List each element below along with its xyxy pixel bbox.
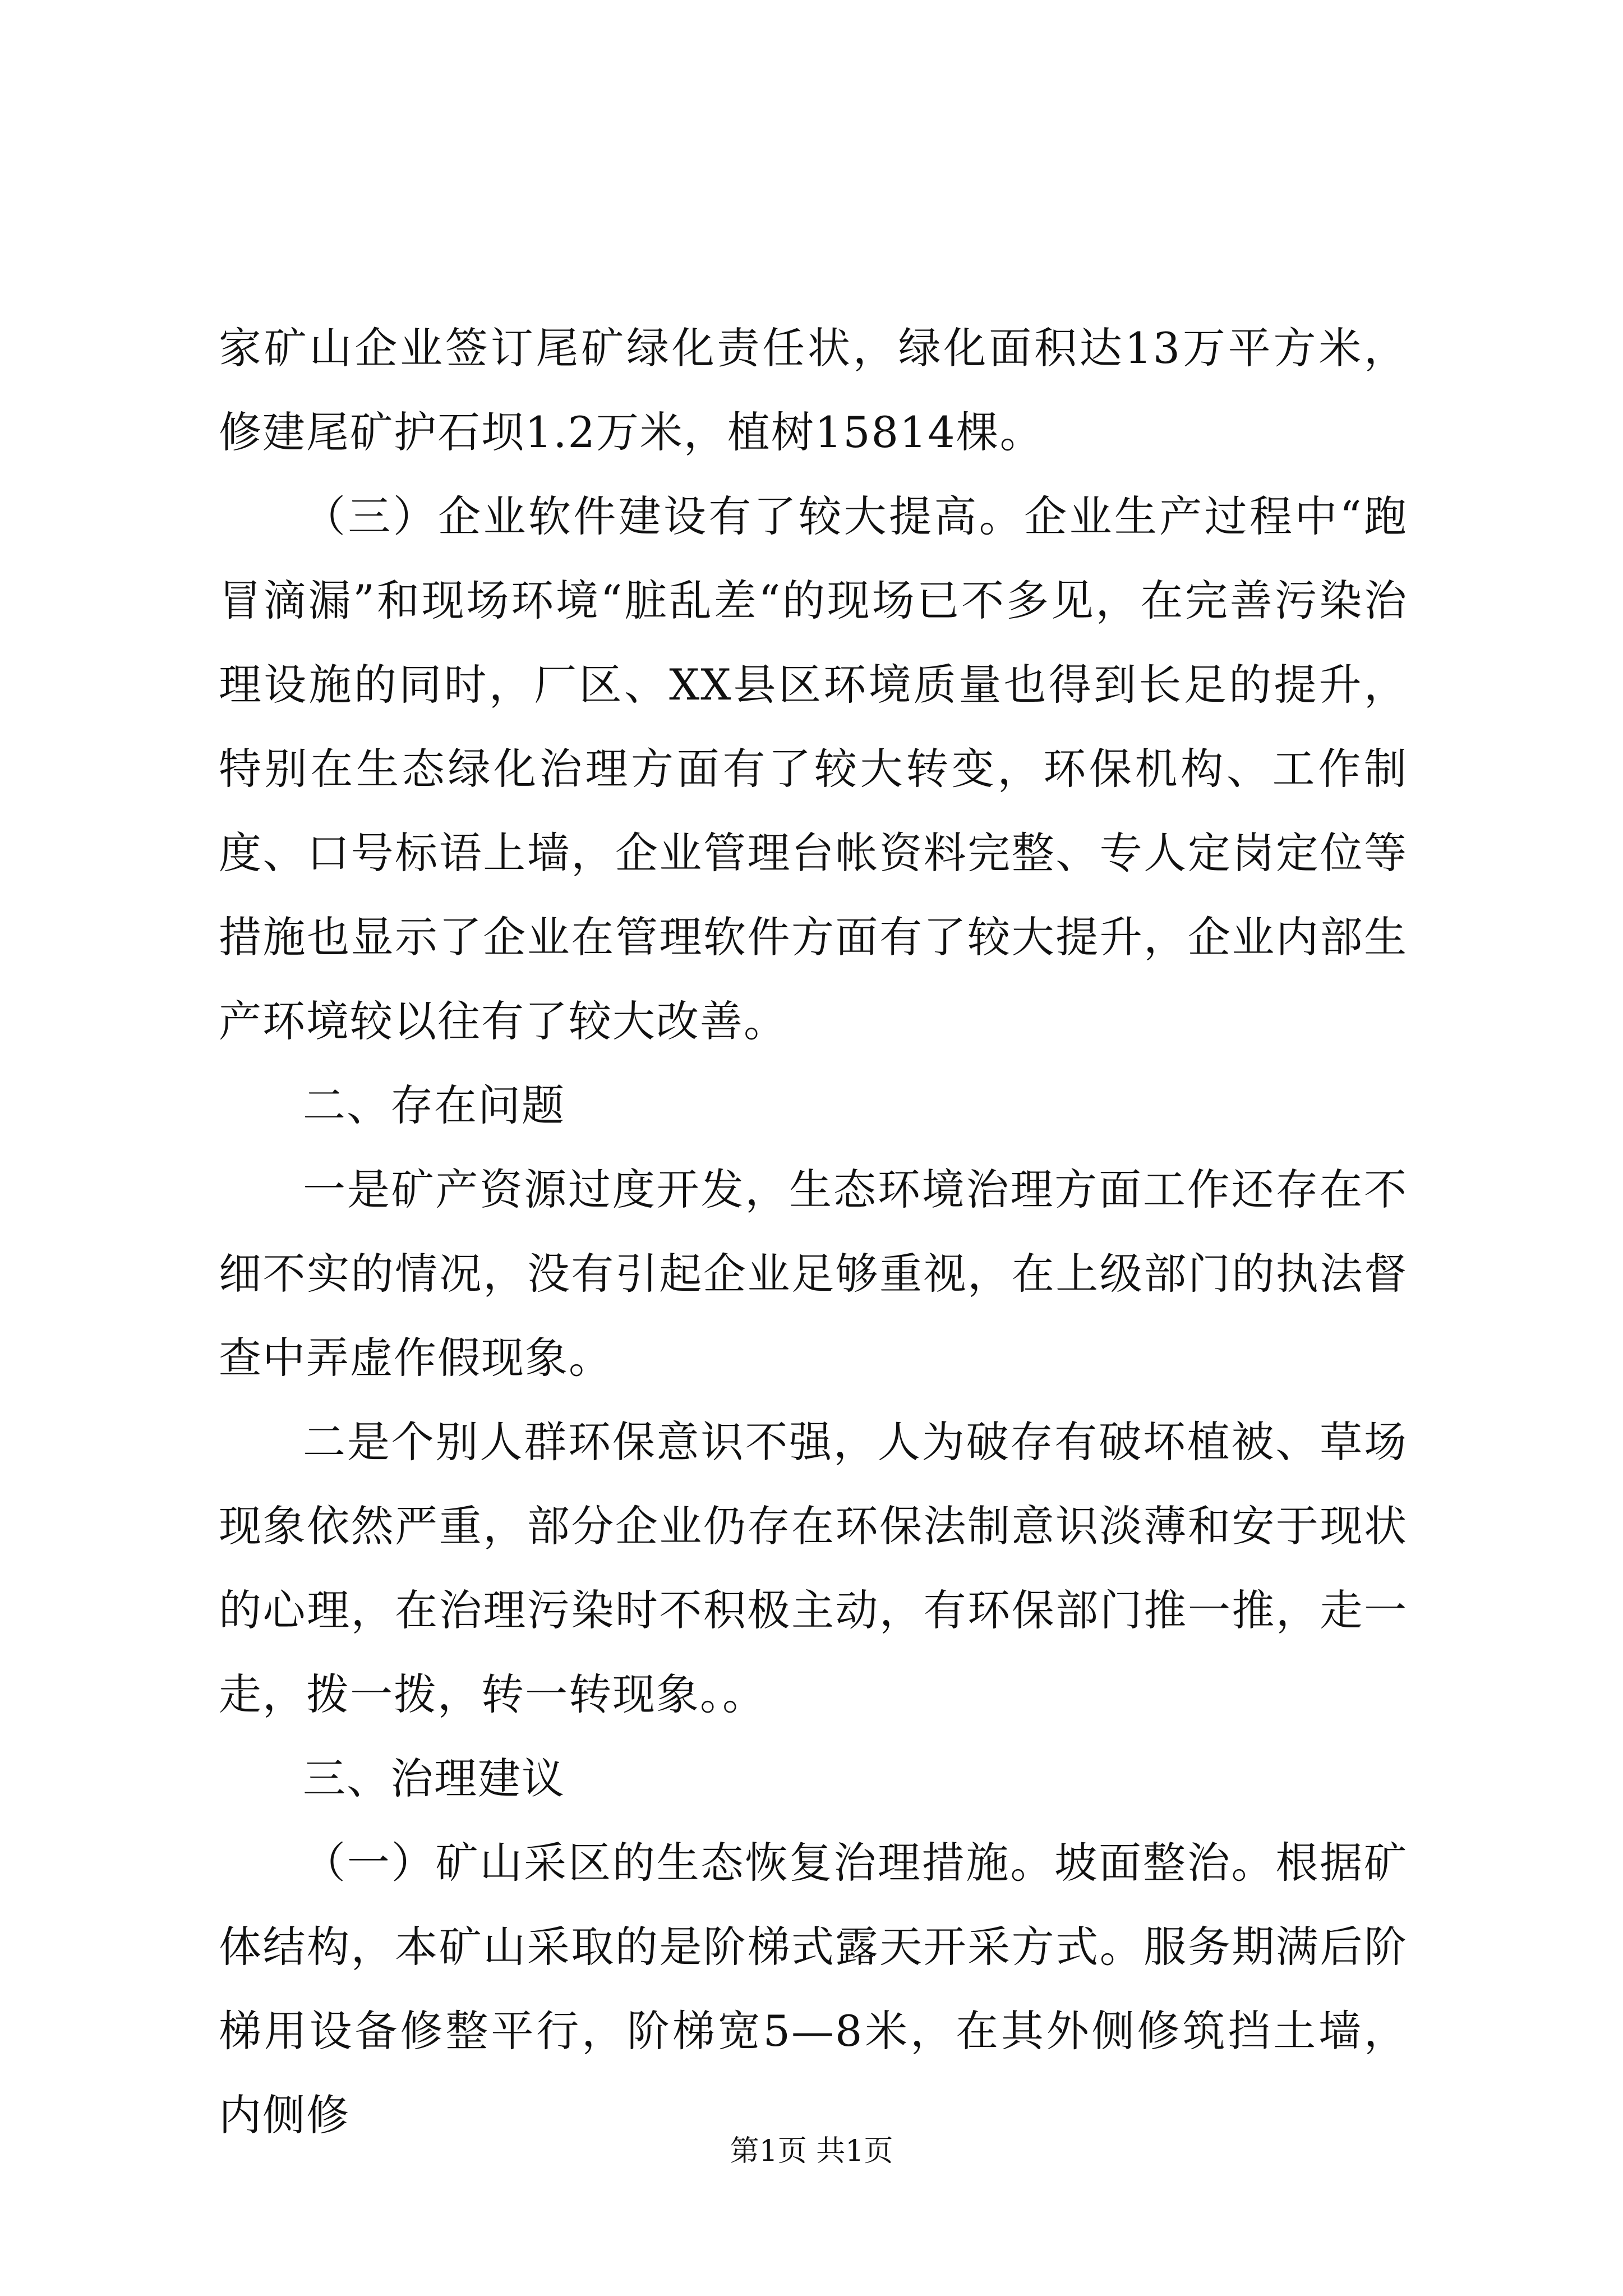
section-heading-problems: 二、存在问题 [303, 1080, 565, 1130]
document-body [219, 306, 1408, 2157]
paragraph-continuation: 家矿山企业签订尾矿绿化责任状，绿化面积达13万平方米，修建尾矿护石坝1.2万米，植树15814棵。 [219, 323, 1408, 457]
paragraph-problem-two: 二是个别人群环保意识不强，人为破存有破坏植被、草场现象依然严重，部分企业仍存在环保法制意识淡薄和安于现状的心理，在治理污染时不积极主动，有环保部门推一推，走一走，拨一拨，转一转现象。。 [219, 1417, 1408, 1719]
paragraph-problem-one: 一是矿产资源过度开发，生态环境治理方面工作还存在不细不实的情况，没有引起企业足够重视，在上级部门的执法督查中弄虚作假现象。 [219, 1165, 1408, 1383]
paragraph-software-construction: （三）企业软件建设有了较大提高。企业生产过程中“跑冒滴漏”和现场环境“脏乱差“的现场已不多见，在完善污染治理设施的同时，厂区、XX县区环境质量也得到长足的提升，特别在生态绿化治理方面有了较大转变，环保机构、工作制度、口号标语上墙，企业管理台帐资料完整、专人定岗定位等措施也显示了企业在管理软件方面有了较大提升，企业内部生产环境较以往有了较大改善。 [219, 491, 1408, 1046]
page-footer: 第1页 共1页 [730, 2134, 893, 2168]
section-heading-suggestions: 三、治理建议 [303, 1754, 565, 1803]
paragraph-suggestion-one: （一）矿山采区的生态恢复治理措施。坡面整治。根据矿体结构，本矿山采取的是阶梯式露天开采方式。服务期满后阶梯用设备修整平行，阶梯宽5—8米，在其外侧修筑挡土墙，内侧修 [219, 1838, 1408, 2140]
